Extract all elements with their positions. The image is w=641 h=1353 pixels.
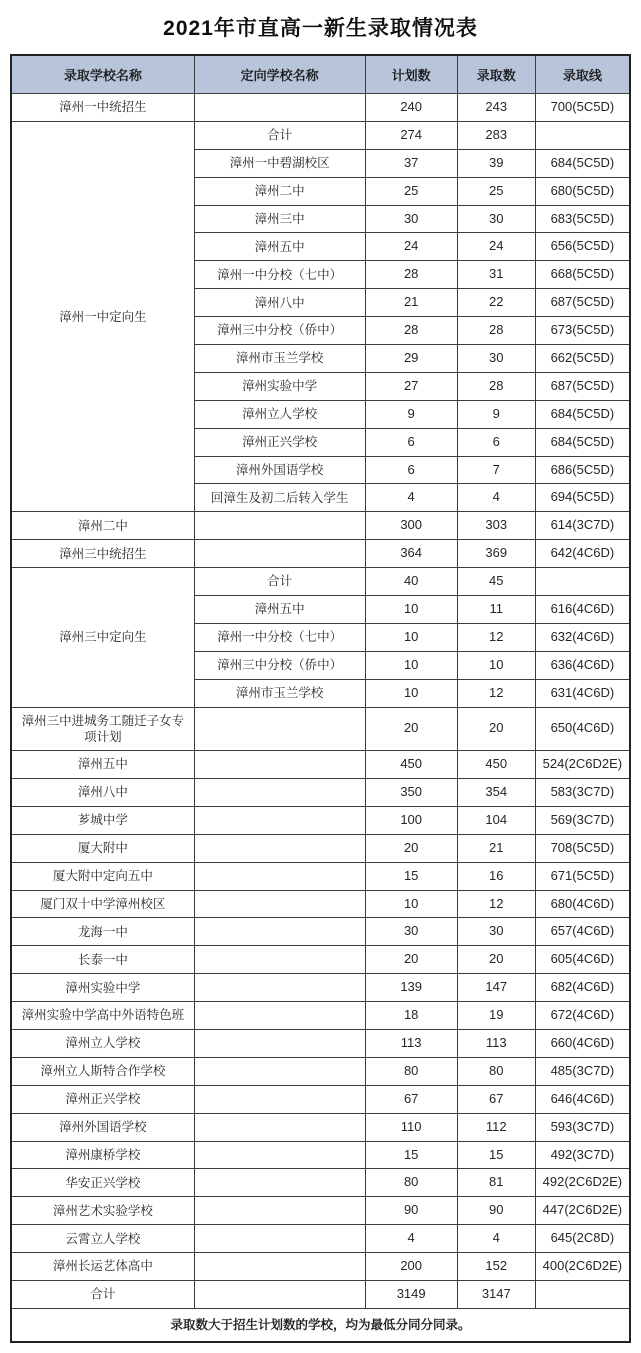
school-name-cell: 云霄立人学校 (11, 1225, 194, 1253)
target-school-cell (194, 778, 365, 806)
table-row (11, 751, 630, 779)
table-row (11, 94, 630, 122)
admitted-count-cell: 12 (457, 623, 535, 651)
plan-count-cell: 20 (365, 707, 457, 751)
plan-count-cell: 364 (365, 540, 457, 568)
admitted-count-cell: 15 (457, 1141, 535, 1169)
school-name-cell: 漳州二中 (11, 512, 194, 540)
plan-count-cell: 15 (365, 862, 457, 890)
plan-count-cell: 10 (365, 651, 457, 679)
target-school-cell (194, 1281, 365, 1309)
admitted-count-cell: 81 (457, 1169, 535, 1197)
table-row (11, 1225, 630, 1253)
table-row (11, 778, 630, 806)
header-cell-admitted: 录取数 (457, 55, 535, 94)
plan-count-cell: 67 (365, 1085, 457, 1113)
admitted-count-cell: 20 (457, 707, 535, 751)
cutoff-line-cell: 662(5C5D) (535, 345, 630, 373)
cutoff-line-cell: 646(4C6D) (535, 1085, 630, 1113)
plan-count-cell: 28 (365, 317, 457, 345)
admitted-count-cell: 283 (457, 121, 535, 149)
plan-count-cell: 40 (365, 568, 457, 596)
cutoff-line-cell: 485(3C7D) (535, 1057, 630, 1085)
target-school-cell (194, 834, 365, 862)
admissions-table (10, 54, 631, 1343)
table-row (11, 1197, 630, 1225)
table-row (11, 1057, 630, 1085)
target-school-cell: 漳州一中分校（七中） (194, 261, 365, 289)
plan-count-cell: 90 (365, 1197, 457, 1225)
cutoff-line-cell: 680(4C6D) (535, 890, 630, 918)
admitted-count-cell: 25 (457, 177, 535, 205)
school-name-cell: 漳州立人学校 (11, 1030, 194, 1058)
target-school-cell: 漳州三中分校（侨中） (194, 651, 365, 679)
plan-count-cell: 18 (365, 1002, 457, 1030)
plan-count-cell: 4 (365, 1225, 457, 1253)
cutoff-line-cell: 657(4C6D) (535, 918, 630, 946)
cutoff-line-cell: 650(4C6D) (535, 707, 630, 751)
target-school-cell: 漳州一中分校（七中） (194, 623, 365, 651)
plan-count-cell: 6 (365, 428, 457, 456)
school-name-cell: 华安正兴学校 (11, 1169, 194, 1197)
header-cell-cutoff: 录取线 (535, 55, 630, 94)
admitted-count-cell: 152 (457, 1253, 535, 1281)
school-name-cell: 合计 (11, 1281, 194, 1309)
admitted-count-cell: 9 (457, 400, 535, 428)
target-school-cell (194, 862, 365, 890)
admitted-count-cell: 30 (457, 918, 535, 946)
table-body (11, 94, 630, 1343)
plan-count-cell: 10 (365, 679, 457, 707)
plan-count-cell: 80 (365, 1057, 457, 1085)
school-name-cell: 漳州三中进城务工随迁子女专项计划 (11, 707, 194, 751)
school-name-cell: 芗城中学 (11, 806, 194, 834)
admitted-count-cell: 67 (457, 1085, 535, 1113)
cutoff-line-cell: 684(5C5D) (535, 400, 630, 428)
plan-count-cell: 80 (365, 1169, 457, 1197)
admitted-count-cell: 28 (457, 317, 535, 345)
target-school-cell: 合计 (194, 121, 365, 149)
school-name-cell: 漳州一中定向生 (11, 121, 194, 511)
header-cell-school: 录取学校名称 (11, 55, 194, 94)
plan-count-cell: 450 (365, 751, 457, 779)
target-school-cell: 漳州五中 (194, 233, 365, 261)
admitted-count-cell: 112 (457, 1113, 535, 1141)
cutoff-line-cell (535, 568, 630, 596)
plan-count-cell: 274 (365, 121, 457, 149)
school-name-cell: 漳州八中 (11, 778, 194, 806)
cutoff-line-cell: 671(5C5D) (535, 862, 630, 890)
plan-count-cell: 30 (365, 918, 457, 946)
table-row (11, 568, 630, 596)
target-school-cell: 漳州八中 (194, 289, 365, 317)
target-school-cell (194, 1253, 365, 1281)
plan-count-cell: 20 (365, 946, 457, 974)
target-school-cell: 漳州市玉兰学校 (194, 679, 365, 707)
plan-count-cell: 10 (365, 890, 457, 918)
school-name-cell: 漳州一中统招生 (11, 94, 194, 122)
target-school-cell: 漳州一中碧湖校区 (194, 149, 365, 177)
target-school-cell (194, 1085, 365, 1113)
header-cell-target: 定向学校名称 (194, 55, 365, 94)
cutoff-line-cell: 642(4C6D) (535, 540, 630, 568)
target-school-cell (194, 1225, 365, 1253)
cutoff-line-cell: 492(3C7D) (535, 1141, 630, 1169)
school-name-cell: 漳州实验中学 (11, 974, 194, 1002)
cutoff-line-cell: 447(2C6D2E) (535, 1197, 630, 1225)
table-row (11, 1113, 630, 1141)
table-row (11, 540, 630, 568)
target-school-cell (194, 1197, 365, 1225)
plan-count-cell: 24 (365, 233, 457, 261)
plan-count-cell: 350 (365, 778, 457, 806)
cutoff-line-cell: 645(2C8D) (535, 1225, 630, 1253)
plan-count-cell: 20 (365, 834, 457, 862)
cutoff-line-cell: 400(2C6D2E) (535, 1253, 630, 1281)
plan-count-cell: 37 (365, 149, 457, 177)
plan-count-cell: 15 (365, 1141, 457, 1169)
admitted-count-cell: 90 (457, 1197, 535, 1225)
footer-note-row (11, 1308, 630, 1342)
table-row (11, 806, 630, 834)
target-school-cell (194, 540, 365, 568)
table-row (11, 834, 630, 862)
school-name-cell: 龙海一中 (11, 918, 194, 946)
plan-count-cell: 6 (365, 456, 457, 484)
target-school-cell: 漳州立人学校 (194, 400, 365, 428)
admitted-count-cell: 113 (457, 1030, 535, 1058)
cutoff-line-cell: 682(4C6D) (535, 974, 630, 1002)
school-name-cell: 厦门双十中学漳州校区 (11, 890, 194, 918)
target-school-cell: 漳州二中 (194, 177, 365, 205)
admitted-count-cell: 104 (457, 806, 535, 834)
cutoff-line-cell: 700(5C5D) (535, 94, 630, 122)
admitted-count-cell: 45 (457, 568, 535, 596)
cutoff-line-cell (535, 1281, 630, 1309)
target-school-cell: 回漳生及初二后转入学生 (194, 484, 365, 512)
page-title: 2021年市直高一新生录取情况表 (163, 17, 478, 40)
table-row (11, 512, 630, 540)
cutoff-line-cell: 656(5C5D) (535, 233, 630, 261)
target-school-cell (194, 890, 365, 918)
admitted-count-cell: 147 (457, 974, 535, 1002)
admitted-count-cell: 31 (457, 261, 535, 289)
cutoff-line-cell: 583(3C7D) (535, 778, 630, 806)
target-school-cell: 漳州外国语学校 (194, 456, 365, 484)
admitted-count-cell: 12 (457, 890, 535, 918)
plan-count-cell: 139 (365, 974, 457, 1002)
admitted-count-cell: 10 (457, 651, 535, 679)
cutoff-line-cell: 683(5C5D) (535, 205, 630, 233)
target-school-cell (194, 1141, 365, 1169)
plan-count-cell: 300 (365, 512, 457, 540)
cutoff-line-cell: 694(5C5D) (535, 484, 630, 512)
plan-count-cell: 10 (365, 596, 457, 624)
admitted-count-cell: 30 (457, 345, 535, 373)
cutoff-line-cell: 687(5C5D) (535, 372, 630, 400)
cutoff-line-cell: 605(4C6D) (535, 946, 630, 974)
school-name-cell: 漳州五中 (11, 751, 194, 779)
school-name-cell: 漳州外国语学校 (11, 1113, 194, 1141)
plan-count-cell: 240 (365, 94, 457, 122)
target-school-cell (194, 707, 365, 751)
admitted-count-cell: 80 (457, 1057, 535, 1085)
cutoff-line-cell: 672(4C6D) (535, 1002, 630, 1030)
cutoff-line-cell: 686(5C5D) (535, 456, 630, 484)
admitted-count-cell: 30 (457, 205, 535, 233)
plan-count-cell: 29 (365, 345, 457, 373)
target-school-cell: 漳州实验中学 (194, 372, 365, 400)
school-name-cell: 长泰一中 (11, 946, 194, 974)
cutoff-line-cell: 684(5C5D) (535, 428, 630, 456)
plan-count-cell: 27 (365, 372, 457, 400)
target-school-cell: 漳州市玉兰学校 (194, 345, 365, 373)
admitted-count-cell: 7 (457, 456, 535, 484)
cutoff-line-cell: 492(2C6D2E) (535, 1169, 630, 1197)
admitted-count-cell: 39 (457, 149, 535, 177)
admitted-count-cell: 243 (457, 94, 535, 122)
table-row (11, 121, 630, 149)
target-school-cell (194, 1057, 365, 1085)
admitted-count-cell: 4 (457, 1225, 535, 1253)
target-school-cell (194, 751, 365, 779)
cutoff-line-cell: 616(4C6D) (535, 596, 630, 624)
table-header (11, 55, 630, 94)
plan-count-cell: 3149 (365, 1281, 457, 1309)
target-school-cell (194, 946, 365, 974)
table-row (11, 918, 630, 946)
school-name-cell: 漳州康桥学校 (11, 1141, 194, 1169)
admitted-count-cell: 12 (457, 679, 535, 707)
table-row (11, 974, 630, 1002)
plan-count-cell: 100 (365, 806, 457, 834)
plan-count-cell: 4 (365, 484, 457, 512)
target-school-cell (194, 918, 365, 946)
admitted-count-cell: 6 (457, 428, 535, 456)
target-school-cell (194, 1169, 365, 1197)
target-school-cell (194, 974, 365, 1002)
admitted-count-cell: 28 (457, 372, 535, 400)
table-row (11, 1169, 630, 1197)
cutoff-line-cell: 687(5C5D) (535, 289, 630, 317)
school-name-cell: 漳州立人斯特合作学校 (11, 1057, 194, 1085)
plan-count-cell: 21 (365, 289, 457, 317)
admitted-count-cell: 354 (457, 778, 535, 806)
admitted-count-cell: 11 (457, 596, 535, 624)
cutoff-line-cell: 673(5C5D) (535, 317, 630, 345)
cutoff-line-cell: 684(5C5D) (535, 149, 630, 177)
admitted-count-cell: 21 (457, 834, 535, 862)
plan-count-cell: 113 (365, 1030, 457, 1058)
cutoff-line-cell: 680(5C5D) (535, 177, 630, 205)
admitted-count-cell: 3147 (457, 1281, 535, 1309)
cutoff-line-cell: 631(4C6D) (535, 679, 630, 707)
cutoff-line-cell: 524(2C6D2E) (535, 751, 630, 779)
school-name-cell: 漳州三中统招生 (11, 540, 194, 568)
target-school-cell: 合计 (194, 568, 365, 596)
plan-count-cell: 110 (365, 1113, 457, 1141)
table-row (11, 1030, 630, 1058)
plan-count-cell: 30 (365, 205, 457, 233)
target-school-cell: 漳州三中 (194, 205, 365, 233)
target-school-cell (194, 806, 365, 834)
target-school-cell (194, 1113, 365, 1141)
cutoff-line-cell (535, 121, 630, 149)
admitted-count-cell: 303 (457, 512, 535, 540)
target-school-cell: 漳州五中 (194, 596, 365, 624)
table-row (11, 1141, 630, 1169)
admitted-count-cell: 4 (457, 484, 535, 512)
table-row (11, 862, 630, 890)
table-row (11, 707, 630, 751)
school-name-cell: 漳州实验中学高中外语特色班 (11, 1002, 194, 1030)
admitted-count-cell: 369 (457, 540, 535, 568)
school-name-cell: 漳州长运艺体高中 (11, 1253, 194, 1281)
table-header-row (11, 55, 630, 94)
cutoff-line-cell: 614(3C7D) (535, 512, 630, 540)
table-row (11, 1281, 630, 1309)
school-name-cell: 厦大附中定向五中 (11, 862, 194, 890)
plan-count-cell: 28 (365, 261, 457, 289)
school-name-cell: 漳州正兴学校 (11, 1085, 194, 1113)
table-row (11, 1002, 630, 1030)
plan-count-cell: 25 (365, 177, 457, 205)
cutoff-line-cell: 668(5C5D) (535, 261, 630, 289)
target-school-cell: 漳州正兴学校 (194, 428, 365, 456)
target-school-cell (194, 1030, 365, 1058)
admitted-count-cell: 16 (457, 862, 535, 890)
school-name-cell: 漳州艺术实验学校 (11, 1197, 194, 1225)
table-row (11, 1085, 630, 1113)
plan-count-cell: 10 (365, 623, 457, 651)
target-school-cell (194, 512, 365, 540)
table-row (11, 946, 630, 974)
target-school-cell: 漳州三中分校（侨中） (194, 317, 365, 345)
school-name-cell: 漳州三中定向生 (11, 568, 194, 707)
school-name-cell: 厦大附中 (11, 834, 194, 862)
table-row (11, 1253, 630, 1281)
table-row (11, 890, 630, 918)
cutoff-line-cell: 636(4C6D) (535, 651, 630, 679)
plan-count-cell: 200 (365, 1253, 457, 1281)
cutoff-line-cell: 632(4C6D) (535, 623, 630, 651)
admitted-count-cell: 20 (457, 946, 535, 974)
admitted-count-cell: 24 (457, 233, 535, 261)
cutoff-line-cell: 569(3C7D) (535, 806, 630, 834)
target-school-cell (194, 1002, 365, 1030)
cutoff-line-cell: 593(3C7D) (535, 1113, 630, 1141)
admitted-count-cell: 450 (457, 751, 535, 779)
admitted-count-cell: 22 (457, 289, 535, 317)
footer-note: 录取数大于招生计划数的学校，均为最低分同分同录。 (11, 1308, 630, 1342)
admitted-count-cell: 19 (457, 1002, 535, 1030)
cutoff-line-cell: 660(4C6D) (535, 1030, 630, 1058)
plan-count-cell: 9 (365, 400, 457, 428)
target-school-cell (194, 94, 365, 122)
header-cell-plan: 计划数 (365, 55, 457, 94)
cutoff-line-cell: 708(5C5D) (535, 834, 630, 862)
